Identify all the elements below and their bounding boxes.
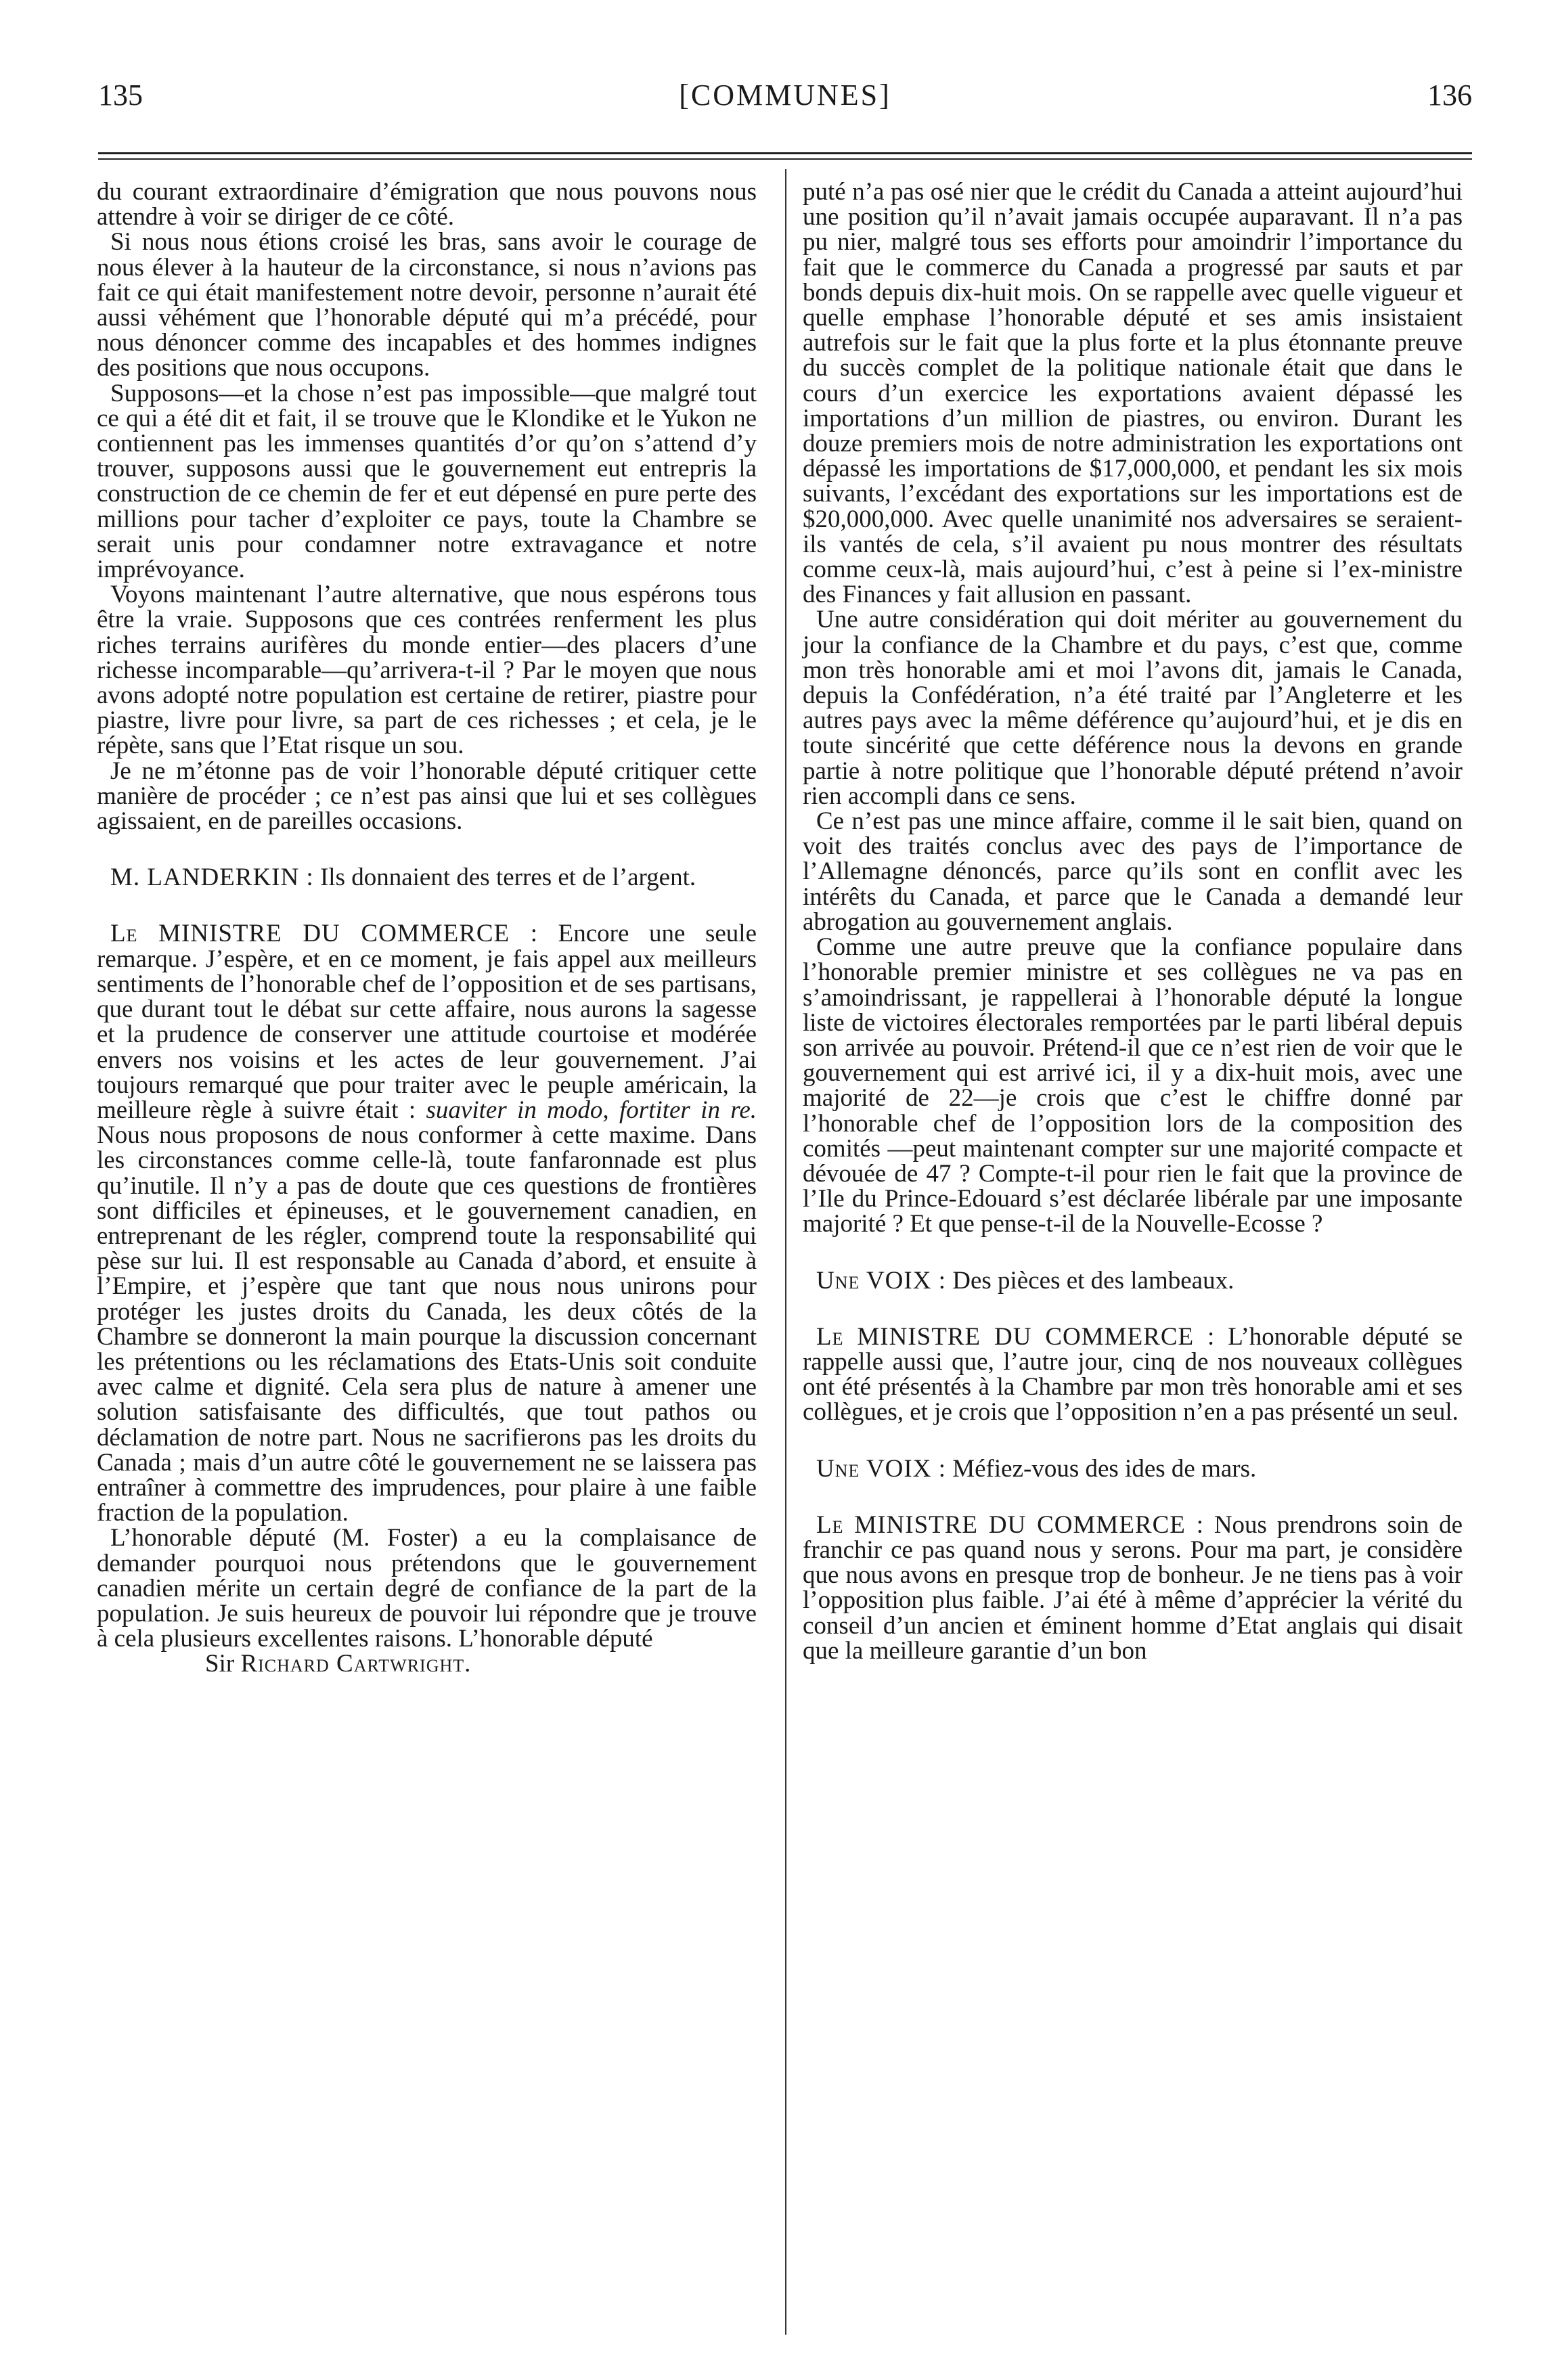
paragraph: Si nous nous étions croisé les bras, sans avoir le courage de nous élever à la hauteur de la circonstance, si nous n’avions pas fait ce qui était manifestement notre devoir, personne n’aurait été aussi véhément que l’honorable député qui m’a précédé, pour nous dénoncer comme des incapables et des hommes indignes des positions que nous occupons. (97, 228, 757, 382)
page-header (98, 64, 1472, 118)
speaker-name: M. LANDERKIN : (110, 863, 314, 892)
speech-voix-2 (803, 1456, 1463, 1481)
speech-text: Méfiez-vous des ides de mars. (945, 1454, 1257, 1483)
header-rule-top (98, 152, 1472, 154)
speech-ministre-2 (803, 1324, 1463, 1425)
speaker-name: Le MINISTRE DU COMMERCE : (816, 1322, 1216, 1351)
right-column (803, 179, 1463, 1663)
latin-quote: suaviter in modo, fortiter in re. (426, 1096, 757, 1124)
page-number-left: 135 (98, 78, 143, 112)
signature (97, 1651, 757, 1676)
speaker-name: Une VOIX : (816, 1454, 946, 1483)
speech-text: Nous prendrons soin de franchir ce pas quand nous y serons. Pour ma part, je considère que nous avons en presque trop de bonheur. Je ne tiens pas à voir l’opposition plus faible. J’ai été à même d’apprécier la vérité du conseil d’un ancien et éminent homme d’Etat anglais qui disait que la meilleure garantie d’un bon (803, 1510, 1463, 1665)
paragraph: Une autre considération qui doit mériter au gouvernement du jour la confiance de la Chambre et du pays, c’est que, comme mon très honorable ami et moi l’avons dit, jamais le Canada, depuis la Confédération, n’a été traité par l’Angleterre et les autres pays avec la même déférence qu’aujourd’hui, et je dis en toute sincérité que cette déférence nous la devons en grande partie à notre politique que l’honorable député prétend n’avoir rien accompli dans ce sens. (803, 606, 1463, 810)
speech-ministre (97, 921, 757, 1525)
left-column (97, 179, 757, 1677)
paragraph: Ce n’est pas une mince affaire, comme il le sait bien, quand on voit des traités conclus avec des pays de l’importance de l’Allemagne dénoncés, parce qu’ils sont en conflit avec les intérêts du Canada, et parce que le Canada a demandé leur abrogation au gouvernement anglais. (803, 807, 1463, 936)
header-rule-bottom (98, 158, 1472, 160)
paragraph: puté n’a pas osé nier que le crédit du Canada a atteint aujourd’hui une position qu’il n’avait jamais occupée auparavant. Il n’a pas pu nier, malgré tous ses efforts pour amoindrir l’importance du fait que le commerce du Canada a progressé par sauts et par bonds depuis dix-huit mois. On se rappelle avec quelle vigueur et quelle emphase l’honorable député et ses amis insistaient autrefois sur le fait que la plus forte et la plus étonnante preuve du succès complet de la politique nationale était que dans le cours d’un exercice les exportations avaient dépassé les importations d’un million de piastres, ou environ. Durant les douze premiers mois de notre administration les exportations ont dépassé les importations de $17,000,000, et pendant les six mois suivants, l’excédant des exportations sur les importations est de $20,000,000. Avec quelle unanimité nos adversaires se seraient-ils vantés de cela, s’il avaient pu nous montrer des résultats comme ceux-là, mais aujourd’hui, c’est à peine si l’ex-ministre des Finances y fait allusion en passant. (803, 178, 1463, 609)
page-number-right: 136 (1427, 78, 1472, 112)
speech-landerkin (97, 865, 757, 890)
paragraph: du courant extraordinaire d’émigration que nous pouvons nous attendre à voir se diriger de ce côté. (97, 178, 757, 231)
speaker-name: Une VOIX : (816, 1266, 946, 1295)
paragraph: Je ne m’étonne pas de voir l’honorable député critiquer cette manière de procéder ; ce n’est pas ainsi que lui et ses collègues agissaient, en de pareilles occasions. (97, 757, 757, 836)
speech-ministre-3 (803, 1512, 1463, 1663)
paragraph: Voyons maintenant l’autre alternative, que nous espérons tous être la vraie. Supposons que ces contrées renferment les plus riches terrains aurifères du monde entier—des placers d’une richesse incomparable—qu’arrivera-t-il ? Par le moyen que nous avons adopté notre population est certaine de retirer, piastre pour piastre, livre pour livre, sa part de ces richesses ; et cela, je le répète, sans que l’Etat risque un sou. (97, 581, 757, 760)
speech-text: Encore une seule remarque. J’espère, et en ce moment, je fais appel aux meilleurs sentiments de l’honorable chef de l’opposition et de ses partisans, que durant tout le débat sur cette affaire, nous aurons la sagesse et la prudence de conserver une attitude courtoise et modérée envers nos voisins et les actes de leur gouvernement. J’ai toujours remarqué que pour traiter avec le peuple américain, la meilleure règle à suivre était : (97, 920, 757, 1124)
speaker-name: Le MINISTRE DU COMMERCE : (816, 1510, 1204, 1539)
speaker-name: Le MINISTRE DU COMMERCE : (110, 920, 539, 948)
signature-name: Richard Cartwright. (240, 1650, 472, 1678)
paragraph: Comme une autre preuve que la confiance populaire dans l’honorable premier ministre et ses collègues ne va pas en s’amoindrissant, je rappellerai à l’honorable député la longue liste de victoires électorales remportées par le parti libéral depuis son arrivée au pouvoir. Prétend-il que ce n’est rien de voir que le gouvernement qui est arrivé ici, il y a dix-huit mois, avec une majorité de 22—je crois que c’est le chiffre donné par l’honorable chef de l’opposition lors de la composition des comités —peut maintenant compter sur une majorité compacte et dévouée de 47 ? Compte-t-il pour rien le fait que la province de l’Ile du Prince-Edouard s’est déclarée libérale par une imposante majorité ? Et que pense-t-il de la Nouvelle-Ecosse ? (803, 933, 1463, 1238)
running-title: [COMMUNES] (679, 78, 891, 112)
speech-text: Nous nous proposons de nous conformer à cette maxime. Dans les circonstances comme celle-là, toute fanfaronnade est plus qu’inutile. Il n’y a pas de doute que ces questions de frontières sont difficiles et épineuses, et le gouvernement canadien, en entreprenant de les régler, comprend toute la responsabilité qui pèse sur lui. Il est responsable au Canada d’abord, et ensuite à l’Empire, et j’espère que tant que nous nous unirons pour protéger les justes droits du Canada, les deux côtés de la Chambre se donneront la main pourque la discussion concernant les prétentions ou les réclamations des Etats-Unis soit conduite avec calme et dignité. Cela sera plus de nature à amener une solution satisfaisante des difficultés, que tout pathos ou déclamation de notre part. Nous ne sacrifierons pas les droits du Canada ; mais d’un autre côté le gouvernement ne se laissera pas entraîner à commettre des imprudences, pour plaire à une faible fraction de la population. (97, 1121, 757, 1527)
column-divider (785, 169, 786, 2335)
speech-text: Des pièces et des lambeaux. (945, 1266, 1234, 1295)
paragraph: Supposons—et la chose n’est pas impossible—que malgré tout ce qui a été dit et fait, il se trouve que le Klondike et le Yukon ne contiennent pas les immenses quantités d’or qu’on s’attend d’y trouver, supposons aussi que le gouvernement eut entrepris la construction de ce chemin de fer et eut dépensé en pure perte des millions pour tacher d’exploiter ce pays, toute la Chambre se serait unis pour condamner notre extravagance et notre imprévoyance. (97, 379, 757, 584)
paragraph: L’honorable député (M. Foster) a eu la complaisance de demander pourquoi nous prétendons que le gouvernement canadien mérite un certain degré de confiance de la part de la population. Je suis heureux de pouvoir lui répondre que je trouve à cela plusieurs excellentes raisons. L’honorable député (97, 1524, 757, 1653)
speech-text: L’honorable député se rappelle aussi que, l’autre jour, cinq de nos nouveaux collègues ont été présentés à la Chambre par mon très honorable ami et ses collègues, et je crois que l’opposition n’en a pas présenté un seul. (803, 1322, 1463, 1427)
speech-voix-1 (803, 1268, 1463, 1293)
speech-text: Ils donnaient des terres et de l’argent. (313, 863, 696, 892)
signature-prefix: Sir (205, 1650, 241, 1678)
